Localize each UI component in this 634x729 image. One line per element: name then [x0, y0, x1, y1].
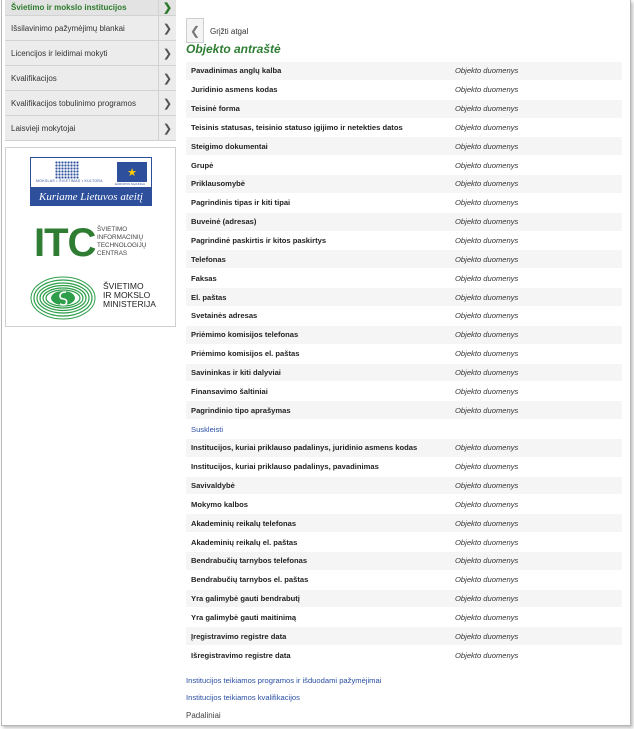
chevron-right-icon: ❯ — [158, 66, 176, 90]
field-value: Objekto duomenys — [455, 499, 519, 509]
field-value: Objekto duomenys — [455, 141, 519, 151]
table-row — [186, 194, 622, 213]
field-value: Objekto duomenys — [455, 386, 519, 396]
field-value: Objekto duomenys — [455, 349, 519, 359]
table-row — [186, 250, 622, 269]
field-label: Svetainės adresas — [191, 311, 258, 321]
table-row — [186, 100, 622, 119]
field-label: Steigimo dokumentai — [191, 141, 268, 151]
table-row — [186, 646, 622, 665]
table-row — [186, 458, 622, 477]
field-label: Mokymo kalbos — [191, 499, 248, 509]
field-label: Finansavimo šaltiniai — [191, 386, 268, 396]
sidebar-item-label: Laisvieji mokytojai — [11, 123, 76, 133]
field-label: El. paštas — [191, 292, 227, 302]
field-label: Yra galimybė gauti bendrabutį — [191, 594, 300, 604]
field-label: Pagrindinio tipo aprašymas — [191, 405, 291, 415]
qualifications-link[interactable]: Institucijos teikiamos kvalifikacijos — [186, 693, 300, 702]
field-label: Bendrabučių tarnybos el. paštas — [191, 575, 309, 585]
table-row — [186, 514, 622, 533]
sidebar-item-label: Licencijos ir leidimai mokyti — [11, 48, 108, 58]
field-value: Objekto duomenys — [455, 198, 519, 208]
table-row — [186, 175, 622, 194]
page-title: Objekto antraštė — [186, 42, 281, 56]
field-value: Objekto duomenys — [455, 462, 519, 472]
field-value: Objekto duomenys — [455, 443, 519, 453]
sidebar-item-svietimo-institucijos[interactable] — [5, 0, 176, 16]
table-row — [186, 269, 622, 288]
field-label: Savivaldybė — [191, 480, 235, 490]
field-value: Objekto duomenys — [455, 104, 519, 114]
eu-logo-slogan: Kuriame Lietuvos ateitį — [31, 187, 151, 206]
eu-funds-logo[interactable] — [30, 157, 152, 206]
eu-flag-icon: ★ — [117, 162, 147, 182]
field-value: Objekto duomenys — [455, 179, 519, 189]
chevron-left-icon: ❮ — [189, 23, 201, 38]
table-row — [186, 439, 622, 458]
field-label: Teisinė forma — [191, 104, 240, 114]
field-label: Telefonas — [191, 254, 226, 264]
field-value: Objekto duomenys — [455, 537, 519, 547]
field-label: Pagrindinis tipas ir kiti tipai — [191, 198, 291, 208]
field-value: Objekto duomenys — [455, 311, 519, 321]
chevron-right-icon: ❯ — [158, 41, 176, 65]
ministry-emblem-icon — [30, 276, 96, 320]
section-heading-padaliniai: Padaliniai — [186, 711, 221, 720]
sidebar-item-laisvieji-mokytojai[interactable] — [5, 116, 176, 141]
table-row — [186, 62, 622, 81]
table-row — [186, 119, 622, 138]
table-row — [186, 307, 622, 326]
field-label: Juridinio asmens kodas — [191, 85, 278, 95]
table-row — [186, 364, 622, 383]
chevron-right-icon: ❯ — [158, 0, 176, 15]
field-value: Objekto duomenys — [455, 612, 519, 622]
chevron-right-icon: ❯ — [158, 116, 176, 140]
sidebar-item-label: Švietimo ir mokslo institucijos — [11, 3, 127, 12]
table-row — [186, 627, 622, 646]
collapse-row — [186, 420, 622, 439]
sidebar-item-label: Kvalifikacijos — [11, 73, 57, 83]
field-value: Objekto duomenys — [455, 518, 519, 528]
field-label: Priėmimo komisijos el. paštas — [191, 349, 300, 359]
back-link[interactable]: Grįžti atgal — [210, 27, 249, 36]
table-row — [186, 401, 622, 420]
dots-icon — [55, 161, 79, 179]
table-row — [186, 533, 622, 552]
collapse-link[interactable]: Suskleisti — [191, 424, 224, 434]
table-row — [186, 608, 622, 627]
related-links — [186, 672, 381, 706]
field-label: Yra galimybė gauti maitinimą — [191, 612, 297, 622]
field-label: Priklausomybė — [191, 179, 246, 189]
table-row — [186, 232, 622, 251]
field-value: Objekto duomenys — [455, 85, 519, 95]
table-row — [186, 288, 622, 307]
field-value: Objekto duomenys — [455, 594, 519, 604]
field-value: Objekto duomenys — [455, 292, 519, 302]
smm-logo[interactable] — [30, 276, 160, 322]
field-value: Objekto duomenys — [455, 367, 519, 377]
table-row — [186, 382, 622, 401]
sidebar-item-issilavinimo-blankai[interactable] — [5, 16, 176, 41]
table-row — [186, 477, 622, 496]
table-row — [186, 495, 622, 514]
field-value: Objekto duomenys — [455, 405, 519, 415]
chevron-right-icon: ❯ — [158, 16, 176, 40]
eu-flag-text: EUROPOS SĄJUNGA — [115, 182, 146, 186]
itc-logo[interactable] — [34, 222, 154, 264]
sidebar-item-label: Išsilavinimo pažymėjimų blankai — [11, 23, 125, 33]
field-value: Objekto duomenys — [455, 330, 519, 340]
field-value: Objekto duomenys — [455, 160, 519, 170]
table-row — [186, 552, 622, 571]
field-label: Įregistravimo registre data — [191, 631, 287, 641]
table-row — [186, 213, 622, 232]
field-value: Objekto duomenys — [455, 575, 519, 585]
page-frame — [1, 0, 631, 726]
field-label: Akademinių reikalų el. paštas — [191, 537, 298, 547]
field-value: Objekto duomenys — [455, 631, 519, 641]
itc-logo-text: ŠVIETIMO INFORMACINIŲ TECHNOLOGIJŲ CENTRAS — [97, 226, 147, 257]
table-row — [186, 571, 622, 590]
field-label: Teisinis statusas, teisinio statuso įgijimo ir netekties datos — [191, 122, 403, 132]
back-button[interactable] — [186, 18, 204, 43]
eu-logo-small-text: MOKSLAS • ŠVIETIMAS • KULTŪRA — [36, 179, 103, 183]
sidebar-item-licencijos[interactable] — [5, 41, 176, 66]
field-label: Išregistravimo registre data — [191, 650, 291, 660]
field-label: Grupė — [191, 160, 214, 170]
field-label: Bendrabučių tarnybos telefonas — [191, 556, 308, 566]
itc-logo-mark: ITC — [34, 221, 96, 265]
field-value: Objekto duomenys — [455, 273, 519, 283]
field-label: Savininkas ir kiti dalyviai — [191, 367, 281, 377]
table-row — [186, 81, 622, 100]
field-value: Objekto duomenys — [455, 217, 519, 227]
sidebar-item-tobulinimo-programos[interactable] — [5, 91, 176, 116]
partner-logos — [5, 147, 176, 327]
field-label: Institucijos, kuriai priklauso padalinys, pavadinimas — [191, 462, 379, 472]
sidebar-item-label: Kvalifikacijos tobulinimo programos — [11, 98, 136, 108]
object-details-table — [186, 62, 622, 665]
chevron-right-icon: ❯ — [158, 91, 176, 115]
smm-logo-text: ŠVIETIMO IR MOKSLO MINISTERIJA — [103, 281, 156, 309]
table-row — [186, 156, 622, 175]
field-label: Institucijos, kuriai priklauso padalinys, juridinio asmens kodas — [191, 443, 418, 453]
field-label: Akademinių reikalų telefonas — [191, 518, 297, 528]
field-value: Objekto duomenys — [455, 556, 519, 566]
field-value: Objekto duomenys — [455, 650, 519, 660]
table-row — [186, 137, 622, 156]
sidebar — [5, 0, 176, 327]
table-row — [186, 326, 622, 345]
field-label: Buveinė (adresas) — [191, 217, 257, 227]
field-label: Faksas — [191, 273, 217, 283]
field-value: Objekto duomenys — [455, 254, 519, 264]
table-row — [186, 590, 622, 609]
sidebar-item-kvalifikacijos[interactable] — [5, 66, 176, 91]
programs-link[interactable]: Institucijos teikiamos programos ir išduodami pažymėjimai — [186, 676, 382, 685]
field-label: Pavadinimas anglų kalba — [191, 66, 282, 76]
field-label: Pagrindinė paskirtis ir kitos paskirtys — [191, 236, 327, 246]
field-label: Priėmimo komisijos telefonas — [191, 330, 299, 340]
field-value: Objekto duomenys — [455, 66, 519, 76]
field-value: Objekto duomenys — [455, 480, 519, 490]
field-value: Objekto duomenys — [455, 236, 519, 246]
field-value: Objekto duomenys — [455, 122, 519, 132]
table-row — [186, 345, 622, 364]
